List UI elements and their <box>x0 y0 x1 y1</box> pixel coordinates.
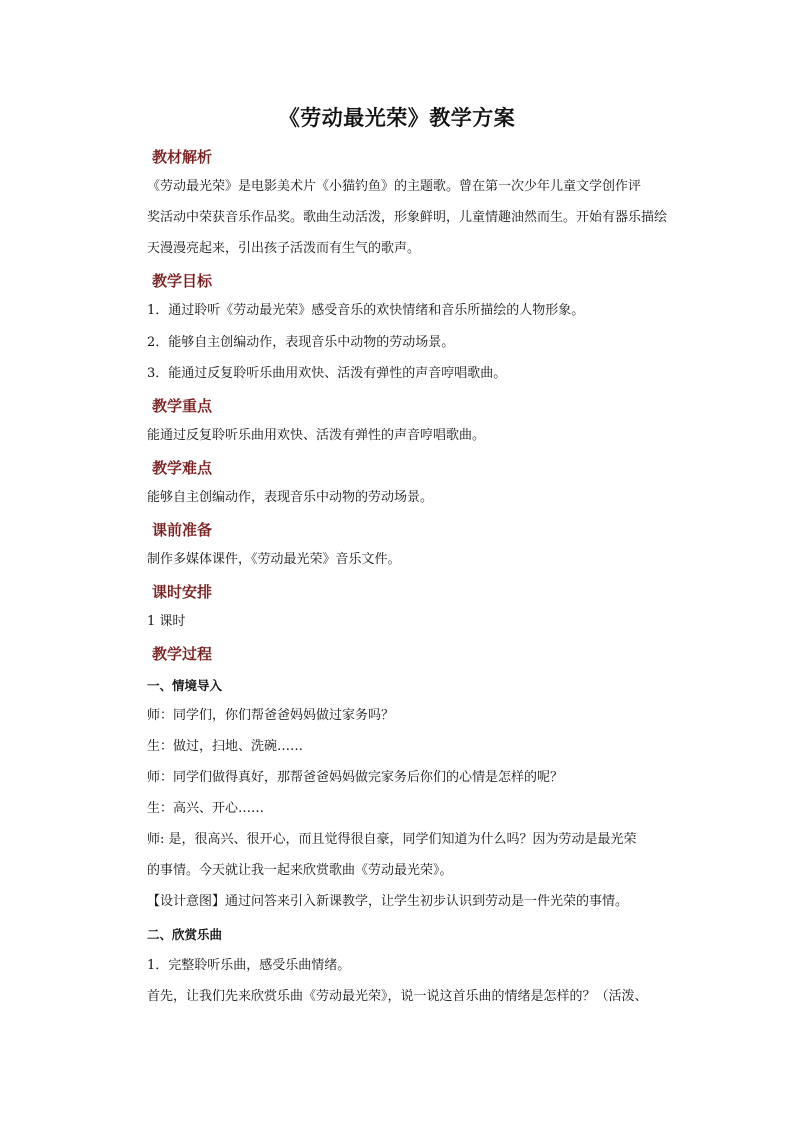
teacher-line-1: 师: 是，很高兴、很开心，而且觉得很自豪，同学们知道为什么吗？因为劳动是最光荣 <box>147 832 637 847</box>
goal-item-3: 3．能通过反复聆听乐曲用欢快、活泼有弹性的声音哼唱歌曲。 <box>147 366 507 381</box>
teacher-line-2: 的事情。今天就让我一起来欣赏歌曲《劳动最光荣》。 <box>147 863 453 878</box>
dialog-line-1: 师：同学们，你们帮爸爸妈妈做过家务吗？ <box>147 708 395 723</box>
document-title: 《劳动最光荣》教学方案 <box>278 106 516 130</box>
part2-step1-text: 首先，让我们先来欣赏乐曲《劳动最光荣》，说一说这首乐曲的情绪是怎样的？（活泼、 <box>147 989 648 1004</box>
material-line-2: 奖活动中荣获音乐作品奖。歌曲生动活泼，形象鲜明，儿童情趣油然而生。开始有器乐描绘 <box>147 210 668 225</box>
dialog-line-3: 师：同学们做得真好，那帮爸爸妈妈做完家务后你们的心情是怎样的呢？ <box>147 770 564 785</box>
material-line-3: 天漫漫亮起来，引出孩子活泼而有生气的歌声。 <box>147 241 421 256</box>
key-points-text: 能通过反复聆听乐曲用欢快、活泼有弹性的声音哼唱歌曲。 <box>147 428 486 443</box>
material-line-1: 《劳动最光荣》是电影美术片《小猫钓鱼》的主题歌。曾在第一次少年儿童文学创作评 <box>147 179 642 194</box>
heading-process: 教学过程 <box>152 645 213 663</box>
heading-preparation: 课前准备 <box>152 521 213 539</box>
goal-item-2: 2．能够自主创编动作，表现音乐中动物的劳动场景。 <box>147 335 455 350</box>
process-part2-title: 二、欣赏乐曲 <box>147 927 223 942</box>
heading-schedule: 课时安排 <box>152 583 213 601</box>
heading-material: 教材解析 <box>152 148 213 166</box>
difficulties-text: 能够自主创编动作，表现音乐中动物的劳动场景。 <box>147 490 434 505</box>
process-part1-title: 一、情境导入 <box>147 678 223 693</box>
part2-step1: 1．完整聆听乐曲，感受乐曲情绪。 <box>147 958 351 973</box>
dialog-line-2: 生：做过，扫地、洗碗…… <box>147 739 304 754</box>
heading-difficulties: 教学难点 <box>152 459 213 477</box>
heading-key-points: 教学重点 <box>152 397 213 415</box>
heading-goals: 教学目标 <box>152 272 213 290</box>
design-intent-text: 【设计意图】通过问答来引入新课教学，让学生初步认识到劳动是一件光荣的事情。 <box>147 894 629 909</box>
schedule-text: 1 课时 <box>147 614 186 629</box>
goal-item-1: 1．通过聆听《劳动最光荣》感受音乐的欢快情绪和音乐所描绘的人物形象。 <box>147 303 585 318</box>
preparation-text: 制作多媒体课件，《劳动最光荣》音乐文件。 <box>147 552 401 567</box>
dialog-line-4: 生：高兴、开心…… <box>147 801 265 816</box>
